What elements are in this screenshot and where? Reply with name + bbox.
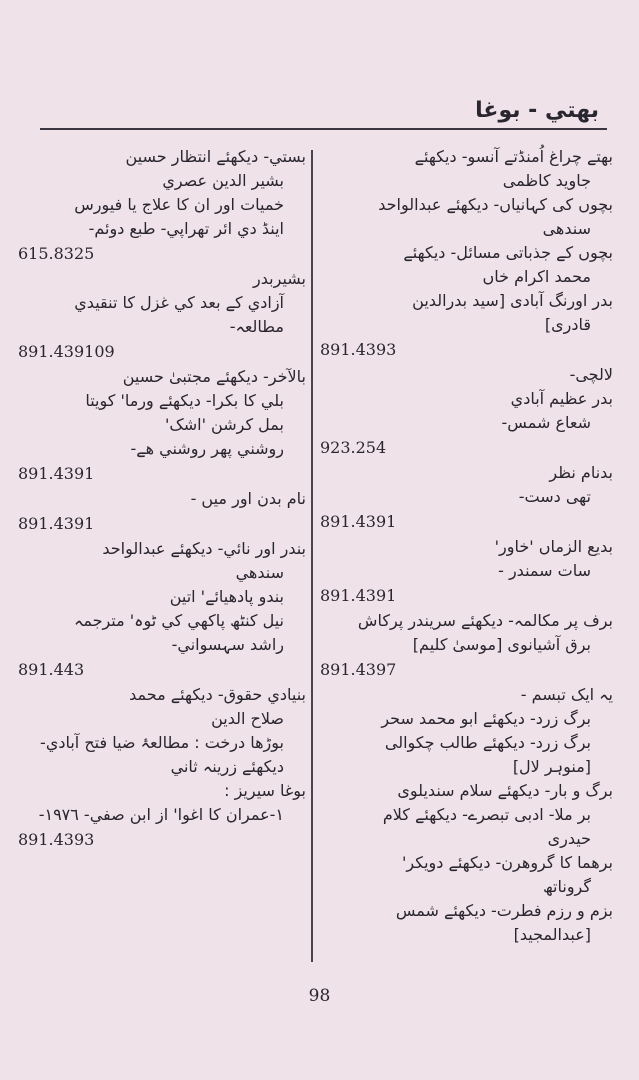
entry-line: بچوں کی کہانیاں- دیکھئے عبدالواحد [378, 195, 613, 214]
index-entry [14, 537, 306, 683]
entry-line: یہ ایک تبسم - [520, 685, 613, 704]
classification-number: 891.4397 [320, 660, 397, 679]
index-entry [318, 363, 613, 387]
entry-line: گروناتھ [542, 877, 591, 896]
index-entry [318, 899, 613, 947]
index-entry [318, 609, 613, 683]
entry-line: حیدری [547, 829, 591, 848]
entry-line: بزم و رزم فطرت- دیکھئے شمس [395, 901, 613, 920]
index-entry [318, 289, 613, 363]
entry-line: راشد سہسواني- [171, 635, 284, 654]
header-rule [40, 128, 607, 130]
entry-line: خمیات اور ان کا علاج یا فیورس [74, 195, 284, 214]
index-entry [318, 145, 613, 193]
entry-line: بندر اور نائي- دیکھئے عبدالواحد [102, 539, 306, 558]
entry-line: بچوں کے جذباتی مسائل- دیکھئے [403, 243, 613, 262]
entry-line: سات سمندر - [498, 561, 591, 580]
classification-number: 923.254 [320, 438, 387, 457]
entry-line: بدیع الزماں 'خاور' [494, 537, 613, 556]
entry-line: بدر اورنگ آبادی [سید بدرالدین [412, 291, 613, 310]
entry-line: ١-عمران کا اغوا' از ابن صفي- ١٩٧٦- [38, 805, 284, 824]
index-entry [318, 461, 613, 535]
entry-line: بشیر الدین عصري [162, 171, 284, 190]
entry-line: سندھی [542, 219, 591, 238]
entry-line: [عبدالمجید] [513, 925, 591, 944]
index-entry [14, 365, 306, 487]
entry-line: لالچی- [569, 365, 613, 384]
entry-line: بلي کا بکرا- دیکھئے ورما' کویتا [85, 391, 284, 410]
classification-number: 891.4391 [18, 464, 95, 483]
entry-line: برھما کا گروھرن- دیکھئے دویکر' [402, 853, 613, 872]
entry-line: برق آشیانوی [موسیٰ کلیم] [412, 635, 591, 654]
entry-line: [منوہر لال] [512, 757, 591, 776]
classification-number: 891.4391 [18, 514, 95, 533]
index-entry [318, 779, 613, 851]
classification-number: 891.4393 [320, 340, 397, 359]
index-entry [318, 193, 613, 241]
index-entry [14, 683, 306, 779]
entry-line: برف پر مکالمہ- دیکھئے سریندر پرکاش [357, 611, 613, 630]
entry-line: بھتے چراغ اُمنڈتے آنسو- دیکھئے [414, 147, 613, 166]
left-column [14, 145, 306, 853]
classification-number: 891.439109 [18, 342, 115, 361]
running-header: بھتي - بوغا [475, 98, 599, 123]
classification-number: 891.4391 [320, 586, 397, 605]
index-entry [14, 145, 306, 267]
classification-number: 615.8325 [18, 244, 95, 263]
entry-line: بالآخر- دیکھئے مجتبیٰ حسین [122, 367, 306, 386]
index-entry [318, 851, 613, 899]
entry-line: بشیربدر [253, 269, 306, 288]
entry-line: تھی دست- [518, 487, 591, 506]
entry-line: بر ملا- ادبی تبصرے- دیکھئے کلام [382, 805, 591, 824]
entry-line: مطالعہ- [229, 317, 284, 336]
entry-line: سندھي [235, 563, 284, 582]
classification-number: 891.443 [18, 660, 85, 679]
index-entry [318, 683, 613, 779]
entry-line: بستي- دیکھئے انتظار حسین [125, 147, 306, 166]
entry-line: بوڑھا درخت : مطالعۂ ضیا فتح آبادي- [40, 733, 284, 752]
entry-line: شعاع شمس- [501, 413, 591, 432]
entry-line: بندو پادھیائے' اتین [169, 587, 284, 606]
classification-number: 891.4393 [18, 830, 95, 849]
entry-line: اینڈ دي ائر تھراپي- طبع دوئم- [88, 219, 284, 238]
entry-line: بمل کرشن 'اشک' [165, 415, 284, 434]
entry-line: نیل کنٹھ پاکھي کي ٹوہ' مترجمہ [73, 611, 284, 630]
entry-line: برگ زرد- دیکھئے ابو محمد سحر [381, 709, 591, 728]
index-entry [14, 267, 306, 365]
entry-line: صلاح الدین [211, 709, 284, 728]
entry-line: محمد اکرام خاں [482, 267, 591, 286]
column-divider [311, 150, 313, 962]
page-number: 98 [308, 986, 331, 1006]
entry-line: برگ زرد- دیکھئے طالب چکوالی [384, 733, 591, 752]
entry-line: روشني پھر روشني ھے- [130, 439, 284, 458]
entry-line: نام بدن اور میں - [190, 489, 306, 508]
entry-line: برگ و بار- دیکھئے سلام سندیلوی [397, 781, 613, 800]
entry-line: قادری] [544, 315, 591, 334]
entry-line: بدنام نظر [549, 463, 613, 482]
classification-number: 891.4391 [320, 512, 397, 531]
index-entry [318, 241, 613, 289]
right-column [318, 145, 613, 947]
index-entry [14, 779, 306, 853]
entry-line: آزادي کے بعد کي غزل کا تنقیدي [74, 293, 284, 312]
entry-line: بدر عظیم آبادي [510, 389, 613, 408]
index-entry [318, 535, 613, 609]
entry-line: جاوید کاظمی [502, 171, 591, 190]
entry-line: بنیادي حقوق- دیکھئے محمد [129, 685, 306, 704]
entry-line: بوغا سیریز : [224, 781, 306, 800]
index-entry [318, 387, 613, 461]
entry-line: دیکھئے زرینہ ثاني [170, 757, 284, 776]
index-entry [14, 487, 306, 537]
